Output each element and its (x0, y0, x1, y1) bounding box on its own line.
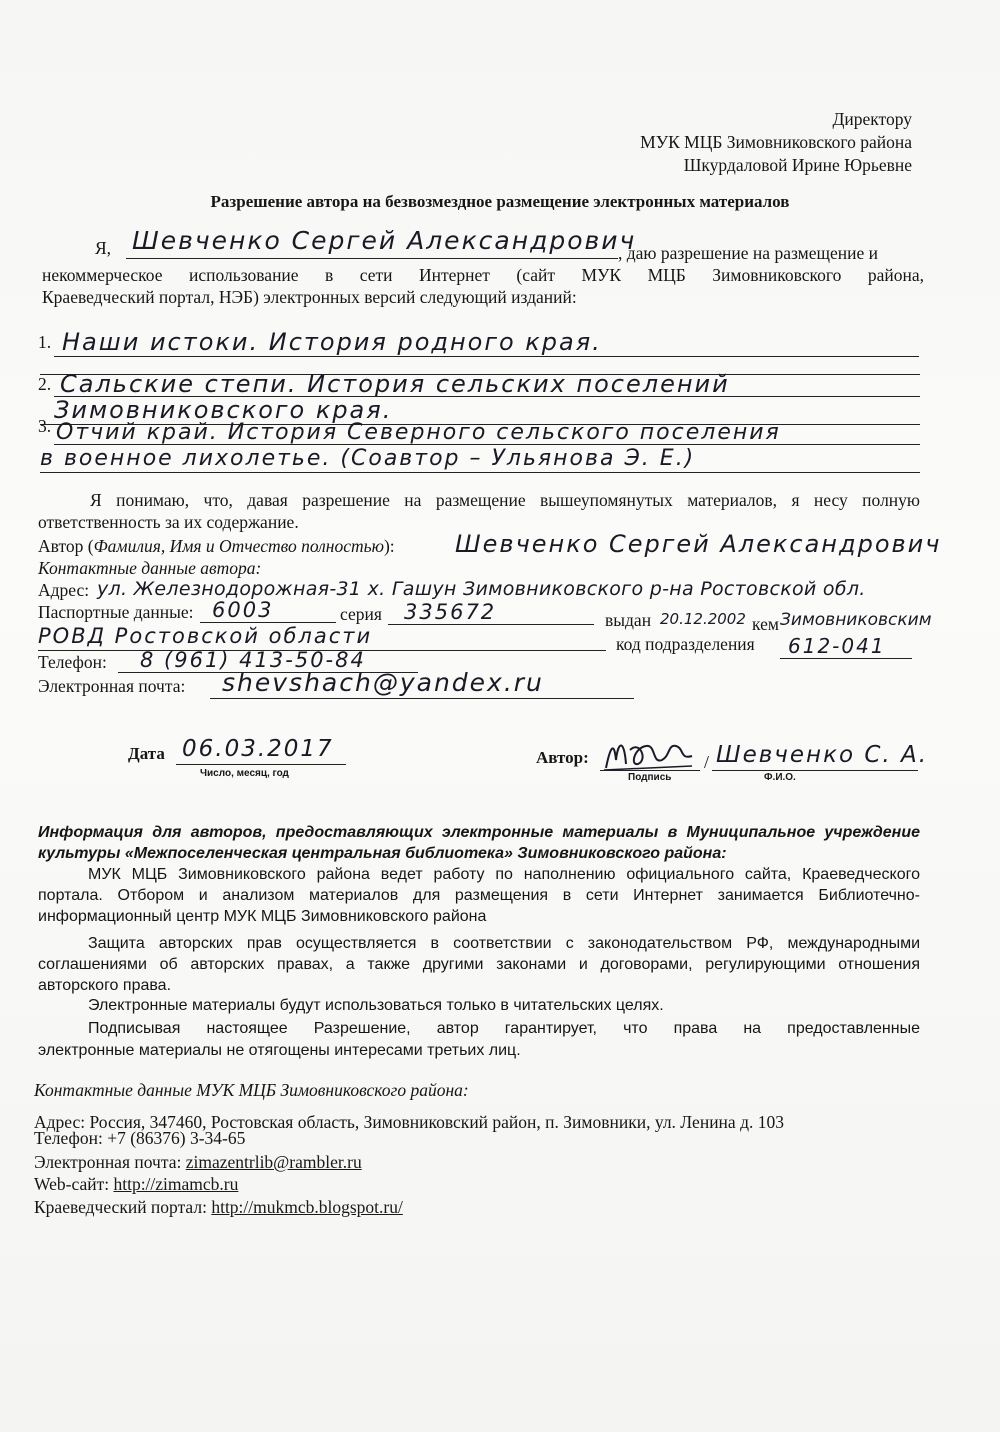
address-value: ул. Железнодорожная-31 х. Гашун Зимовниковского р-на Ростовской обл. (97, 578, 866, 600)
info-p1-line2: портала. Отбором и анализом материалов для размещения в сети Интернет занимается Библиотечно- (38, 887, 920, 904)
fio-value: Шевченко С. А. (716, 742, 929, 768)
library-email-label: Электронная почта: (34, 1152, 186, 1172)
date-caption: Число, месяц, год (200, 768, 289, 779)
phone-value: 8 (961) 413-50-84 (140, 648, 366, 672)
address-label: Адрес: (38, 580, 90, 600)
email-value: shevshach@yandex.ru (222, 668, 544, 697)
document-title: Разрешение автора на безвозмездное размещение электронных материалов (210, 192, 790, 211)
publication-underline (40, 472, 920, 473)
author-full-name: Шевченко Сергей Александрович (455, 530, 942, 558)
info-p4-line2: электронные материалы не отягощены интересами третьих лиц. (38, 1042, 521, 1059)
signature-caption: Подпись (628, 772, 672, 783)
intro-author-underline (126, 258, 618, 259)
publication-title-cont: в военное лихолетье. (Соавтор – Ульянова Э. Е.) (40, 446, 696, 471)
intro-line2: некоммерческое использование в сети Интернет (сайт МУК МЦБ Зимовниковского района, (42, 265, 924, 285)
addressee-line1: Директору (832, 109, 912, 129)
intro-line3: Краеведческий портал, НЭБ) электронных версий следующий изданий: (42, 287, 577, 307)
email-label: Электронная почта: (38, 676, 186, 696)
author-label-prefix: Автор ( (38, 536, 94, 556)
series-label: серия (340, 604, 382, 624)
responsibility-line1: Я понимаю, что, давая разрешение на размещение вышеупомянутых материалов, я несу полную (90, 490, 920, 510)
info-p3: Электронные материалы будут использоваться только в читательских целях. (88, 997, 664, 1014)
info-p2-line3: авторского права. (38, 977, 172, 994)
author-label-italic: Фамилия, Имя и Отчество полностью (93, 536, 384, 556)
library-phone: Телефон: +7 (86376) 3-34-65 (34, 1128, 246, 1148)
library-web-row (34, 1174, 238, 1195)
passport-label: Паспортные данные: (38, 602, 194, 622)
email-underline (210, 698, 634, 699)
publication-number: 1. (38, 332, 52, 352)
intro-suffix: , даю разрешение на размещение и (618, 243, 878, 263)
info-p4-line1: Подписывая настоящее Разрешение, автор гарантирует, что права на предоставленные (88, 1020, 920, 1037)
info-p2-line2: соглашениями об авторских правах, а также другими законами и договорами, регулирующими отношения (38, 956, 920, 973)
date-value: 06.03.2017 (182, 736, 334, 762)
publication-title: Отчий край. История Северного сельского поселения (56, 420, 781, 445)
issued-by-cont: РОВД Ростовской области (38, 624, 373, 648)
info-p1-line3: информационный центр МУК МЦБ Зимовниковского района (38, 908, 487, 925)
info-heading-line1: Информация для авторов, предоставляющих электронные материалы в Муниципальное учреждение (38, 824, 920, 841)
addressee-line2: МУК МЦБ Зимовниковского района (640, 132, 912, 152)
signature-separator: / (704, 752, 710, 772)
issued-by-label: кем (752, 614, 779, 634)
info-p2-line1: Защита авторских прав осуществляется в соответствии с законодательством РФ, международными (88, 935, 920, 952)
date-underline (176, 764, 346, 765)
library-web-label: Web-сайт: (34, 1174, 114, 1194)
contacts-label: Контактные данные автора: (38, 558, 262, 578)
info-p1-line1: МУК МЦБ Зимовниковского района ведет работу по наполнению официального сайта, Краеведческого (88, 866, 920, 883)
library-portal-row (34, 1197, 403, 1218)
author-signature-label: Автор: (536, 748, 589, 767)
library-portal-label: Краеведческий портал: (34, 1197, 212, 1217)
issued-by-value: Зимовниковским (780, 610, 932, 630)
library-portal-link[interactable]: http://mukmcb.blogspot.ru/ (211, 1197, 403, 1217)
publication-number: 2. (38, 374, 52, 394)
division-label: код подразделения (616, 634, 755, 654)
signature-underline (600, 770, 700, 771)
library-email-link[interactable]: zimazentrlib@rambler.ru (185, 1152, 362, 1172)
publication-underline (54, 356, 919, 357)
series-value: 335672 (404, 600, 497, 624)
issued-date: 20.12.2002 (660, 610, 746, 628)
publication-underline (54, 444, 920, 445)
library-web-link[interactable]: http://zimamcb.ru (113, 1174, 239, 1194)
passport-number: 6003 (212, 598, 274, 622)
addressee-line3: Шкурдаловой Ирине Юрьевне (683, 155, 912, 175)
publication-title-cont: Зимовниковского края. (54, 396, 393, 424)
author-label (38, 536, 395, 557)
author-signature (600, 730, 700, 774)
fio-caption: Ф.И.О. (764, 772, 796, 783)
intro-prefix: Я, (95, 238, 112, 258)
division-underline (780, 658, 912, 659)
publication-title: Сальские степи. История сельских поселений (60, 370, 730, 398)
library-contacts-heading: Контактные данные МУК МЦБ Зимовниковского района: (34, 1080, 469, 1100)
publication-title: Наши истоки. История родного края. (62, 328, 602, 356)
issued-label: выдан (605, 610, 652, 630)
series-underline (388, 624, 594, 625)
passport-underline (200, 622, 336, 623)
library-email-row (34, 1152, 362, 1173)
info-heading-line2: культуры «Межпоселенческая центральная библиотека» Зимовниковского района: (38, 845, 727, 862)
publication-number: 3. (38, 416, 52, 436)
division-value: 612-041 (788, 634, 886, 658)
library-address: Адрес: Россия, 347460, Ростовская область, Зимовниковский район, п. Зимовники, ул. Ленина д. 103 (34, 1112, 784, 1132)
responsibility-line2: ответственность за их содержание. (38, 512, 299, 532)
intro-author-handwritten: Шевченко Сергей Александрович (132, 226, 637, 255)
author-label-suffix: ): (383, 536, 395, 556)
fio-underline (712, 770, 918, 771)
phone-label: Телефон: (38, 652, 107, 672)
date-label: Дата (128, 744, 165, 763)
addressee-block (640, 108, 912, 177)
